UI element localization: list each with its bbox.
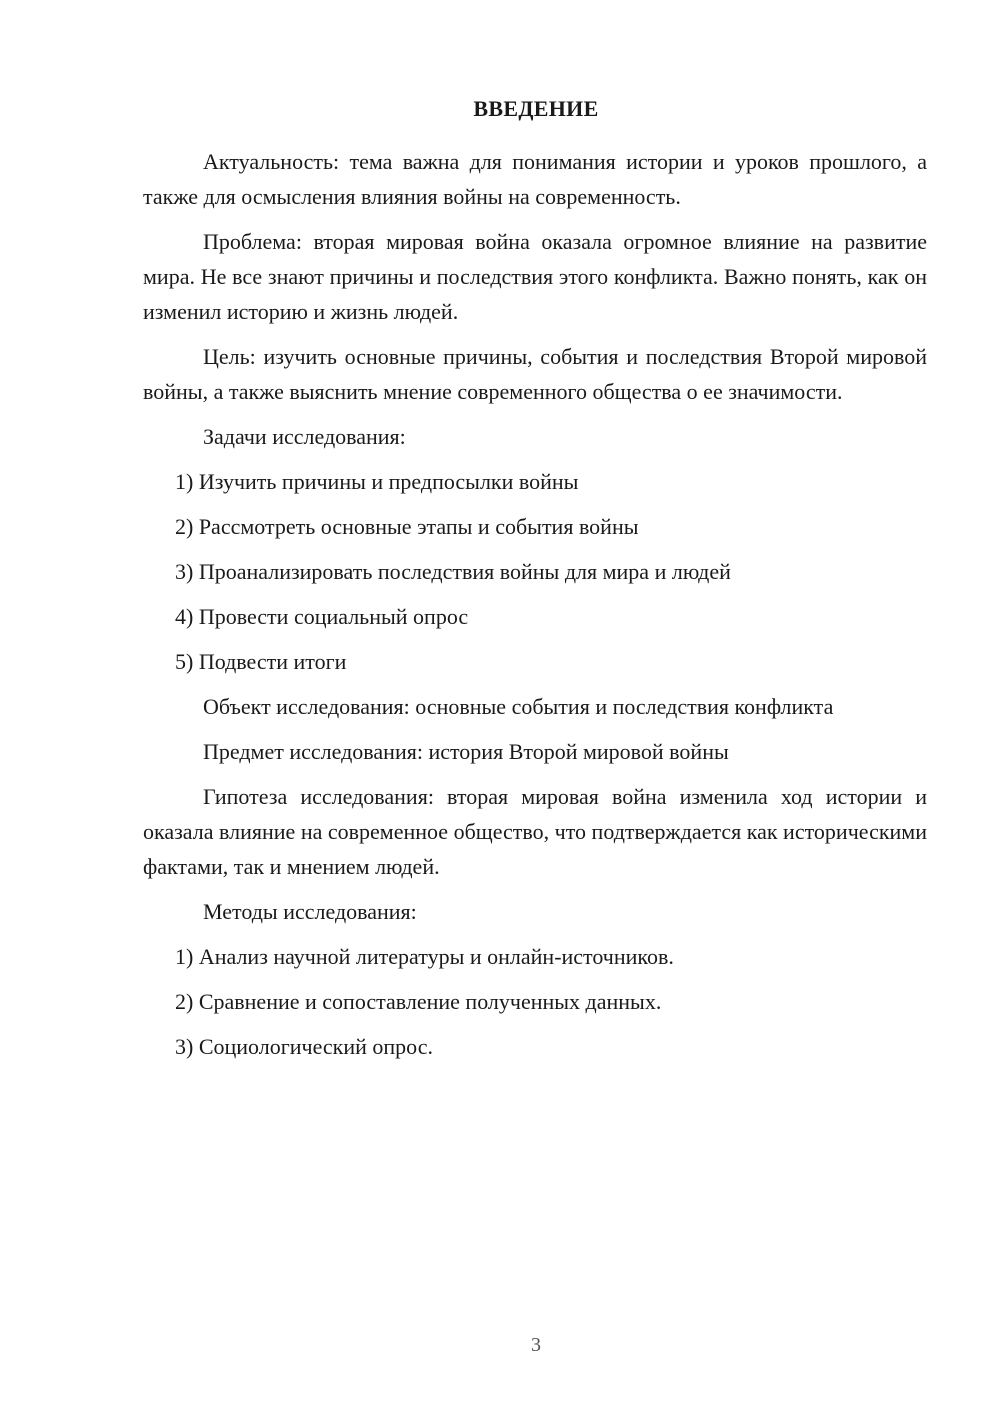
relevance-paragraph: Актуальность: тема важна для понимания истории и уроков прошлого, а также для осмысления влияния войны на современность. (143, 149, 927, 209)
task-item: 5) Подвести итоги (175, 649, 347, 674)
task-item: 2) Рассмотреть основные этапы и события войны (175, 514, 639, 539)
tasks-heading: Задачи исследования: (203, 424, 406, 449)
page-number: 3 (531, 1334, 541, 1356)
task-item: 3) Проанализировать последствия войны для мира и людей (175, 559, 731, 584)
goal-paragraph: Цель: изучить основные причины, события и последствия Второй мировой войны, а также выяснить мнение современного общества о ее значимости. (143, 344, 927, 404)
section-heading: ВВЕДЕНИЕ (473, 96, 599, 121)
method-item: 1) Анализ научной литературы и онлайн-источников. (175, 944, 674, 969)
task-item: 4) Провести социальный опрос (175, 604, 469, 629)
tasks-list (143, 464, 927, 679)
methods-heading: Методы исследования: (203, 899, 417, 924)
method-item: 3) Социологический опрос. (175, 1034, 433, 1059)
object-line: Объект исследования: основные события и последствия конфликта (203, 694, 834, 719)
methods-list (143, 939, 927, 1064)
hypothesis-paragraph: Гипотеза исследования: вторая мировая война изменила ход истории и оказала влияние на современное общество, что подтверждается как историческими фактами, так и мнением людей. (143, 784, 927, 879)
problem-paragraph: Проблема: вторая мировая война оказала огромное влияние на развитие мира. Не все знают причины и последствия этого конфликта. Важно понять, как он изменил историю и жизнь людей. (143, 229, 927, 324)
task-item: 1) Изучить причины и предпосылки войны (175, 469, 579, 494)
document-body (143, 144, 927, 1074)
subject-line: Предмет исследования: история Второй мировой войны (203, 739, 729, 764)
method-item: 2) Сравнение и сопоставление полученных данных. (175, 989, 662, 1014)
